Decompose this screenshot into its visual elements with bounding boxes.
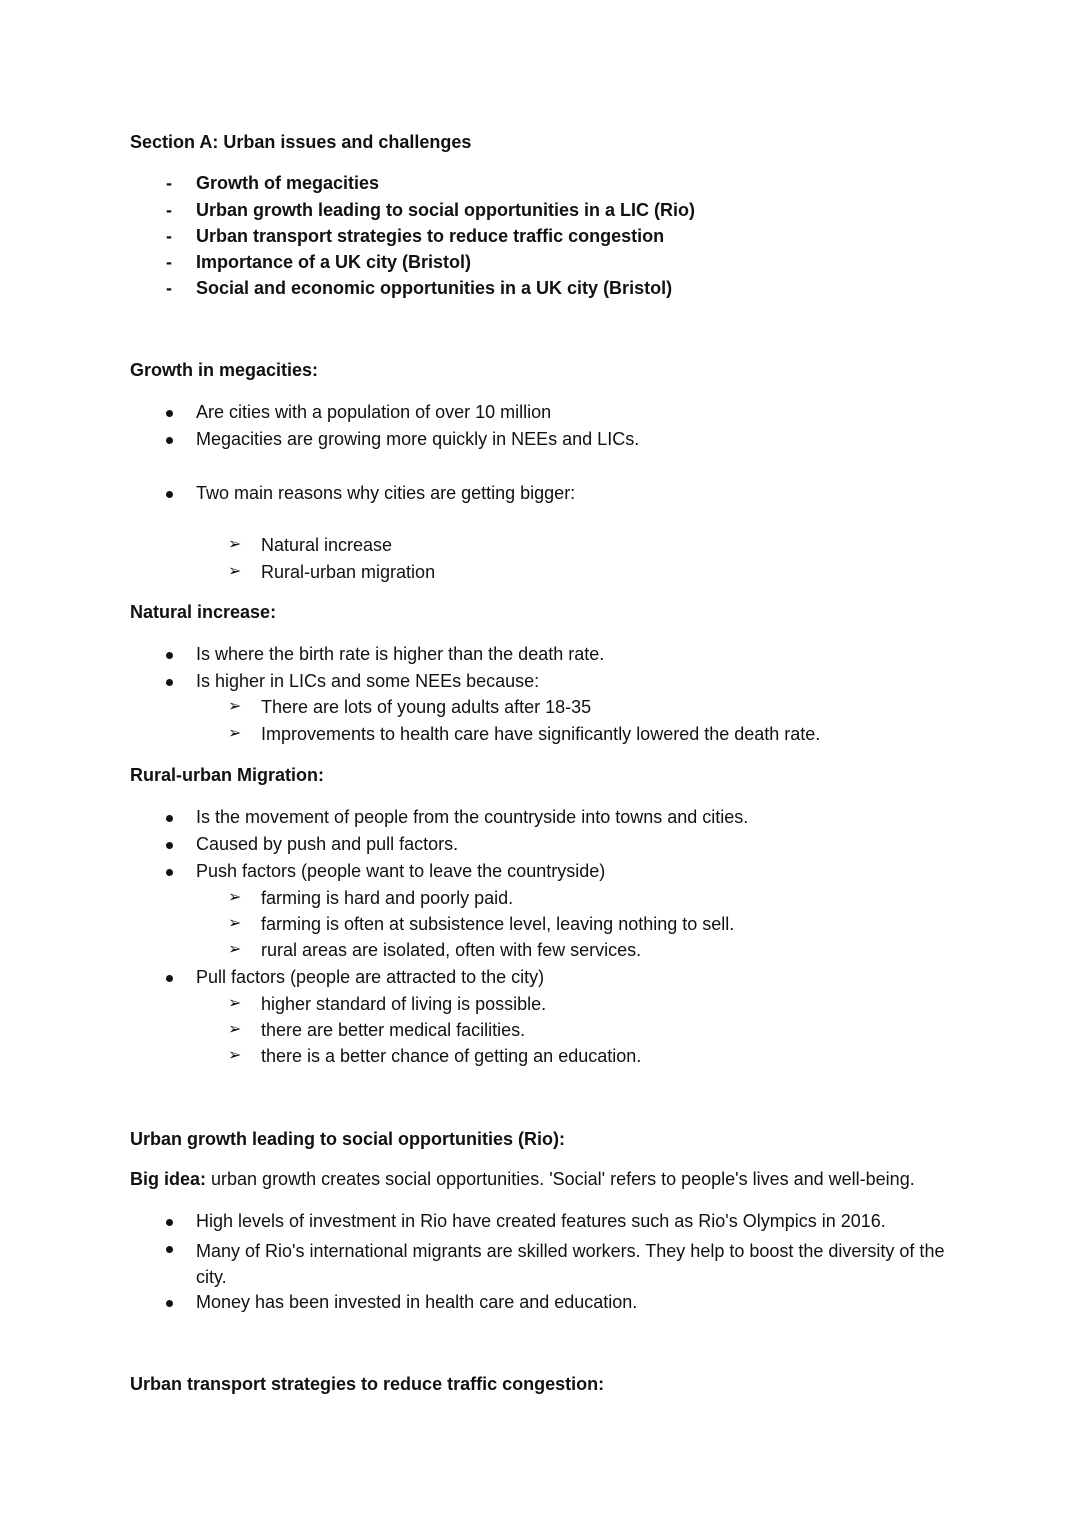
bullet-dot (166, 1219, 173, 1226)
dash-marker: - (166, 278, 172, 298)
arrow-marker: ➢ (228, 723, 242, 742)
arrow-text: farming is often at subsistence level, leaving nothing to sell. (261, 914, 735, 934)
arrow-text: There are lots of young adults after 18-35 (261, 697, 592, 717)
bullet-dot (166, 1300, 173, 1307)
arrow-marker: ➢ (228, 696, 242, 715)
bullet-text: Pull factors (people are attracted to the city) (196, 967, 545, 987)
big-idea-paragraph (130, 1169, 915, 1190)
bullet-text: Many of Rio's international migrants are skilled workers. They help to boost the diversity of the city. (196, 1241, 945, 1287)
bullet-dot (166, 410, 173, 417)
bullet-text: Two main reasons why cities are getting bigger: (196, 483, 576, 503)
bullet-text: Is the movement of people from the countryside into towns and cities. (196, 807, 749, 827)
arrow-text: rural areas are isolated, often with few services. (261, 940, 642, 960)
bullet-dot (166, 842, 173, 849)
megacities-heading: Growth in megacities: (130, 360, 319, 380)
dash-marker: - (166, 173, 172, 193)
document-page (130, 0, 990, 1527)
bullet-text: Is higher in LICs and some NEEs because: (196, 671, 540, 691)
topic-text: Growth of megacities (196, 173, 380, 193)
bullet-text: Are cities with a population of over 10 million (196, 402, 552, 422)
transport-heading: Urban transport strategies to reduce traffic congestion: (130, 1374, 605, 1394)
bullet-dot (166, 975, 173, 982)
topic-text: Urban growth leading to social opportunities in a LIC (Rio) (196, 200, 695, 220)
dash-marker: - (166, 226, 172, 246)
topic-text: Social and economic opportunities in a UK city (Bristol) (196, 278, 673, 298)
bullet-dot (166, 1246, 173, 1253)
big-idea-text: urban growth creates social opportunities. 'Social' refers to people's lives and well-being. (206, 1169, 915, 1189)
arrow-marker: ➢ (228, 887, 242, 906)
bullet-dot (166, 815, 173, 822)
bullet-text: Money has been invested in health care and education. (196, 1292, 638, 1312)
arrow-text: there are better medical facilities. (261, 1020, 526, 1040)
natural-increase-heading: Natural increase: (130, 602, 277, 622)
arrow-text: farming is hard and poorly paid. (261, 888, 514, 908)
bullet-dot (166, 679, 173, 686)
bullet-text: Caused by push and pull factors. (196, 834, 459, 854)
bullet-dot (166, 869, 173, 876)
bullet-text: Push factors (people want to leave the countryside) (196, 861, 606, 881)
arrow-marker: ➢ (228, 993, 242, 1012)
bullet-dot (166, 652, 173, 659)
arrow-text: there is a better chance of getting an education. (261, 1046, 642, 1066)
arrow-marker: ➢ (228, 534, 242, 553)
topic-text: Urban transport strategies to reduce traffic congestion (196, 226, 665, 246)
dash-marker: - (166, 252, 172, 272)
arrow-marker: ➢ (228, 1045, 242, 1064)
arrow-marker: ➢ (228, 939, 242, 958)
arrow-marker: ➢ (228, 1019, 242, 1038)
arrow-text: Natural increase (261, 535, 393, 555)
bullet-text: Is where the birth rate is higher than the death rate. (196, 644, 605, 664)
arrow-text: Rural-urban migration (261, 562, 436, 582)
section-a-title: Section A: Urban issues and challenges (130, 132, 472, 152)
bullet-text: Megacities are growing more quickly in NEEs and LICs. (196, 429, 640, 449)
arrow-text: higher standard of living is possible. (261, 994, 547, 1014)
arrow-text: Improvements to health care have significantly lowered the death rate. (261, 724, 821, 744)
arrow-marker: ➢ (228, 561, 242, 580)
dash-marker: - (166, 200, 172, 220)
big-idea-label: Big idea: (130, 1169, 207, 1189)
arrow-marker: ➢ (228, 913, 242, 932)
bullet-dot (166, 491, 173, 498)
bullet-dot (166, 437, 173, 444)
topic-text: Importance of a UK city (Bristol) (196, 252, 472, 272)
bullet-text: High levels of investment in Rio have created features such as Rio's Olympics in 2016. (196, 1211, 886, 1231)
migration-heading: Rural-urban Migration: (130, 765, 324, 785)
rio-heading: Urban growth leading to social opportunities (Rio): (130, 1129, 565, 1149)
